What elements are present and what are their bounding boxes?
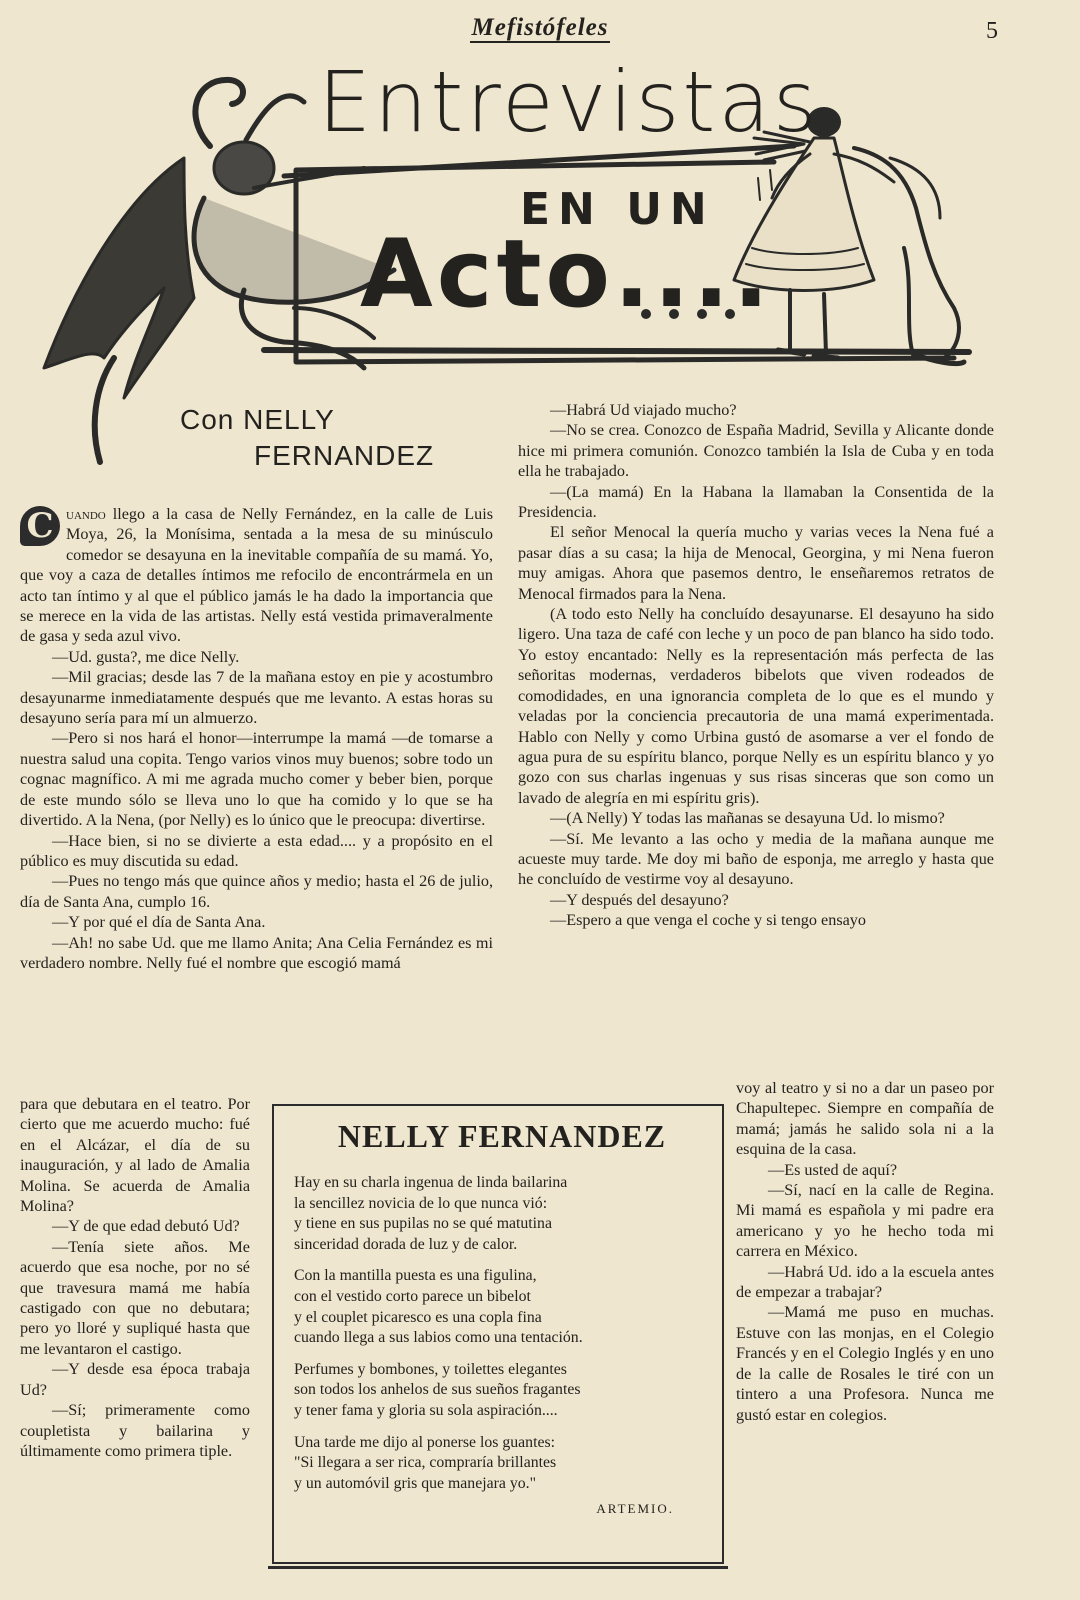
article-paragraph: —Sí, nací en la calle de Regina. Mi mamá es española y mi padre era americano y yo he hecho toda mi carrera en México. bbox=[736, 1181, 994, 1261]
poem-line: "Si llegara a ser rica, compraría brillantes bbox=[294, 1454, 557, 1472]
poem-line: y tiene en sus pupilas no se qué matutina bbox=[294, 1215, 552, 1233]
poem-author: ARTEMIO. bbox=[596, 1501, 674, 1517]
poem-line: y un automóvil gris que manejara yo." bbox=[294, 1474, 537, 1492]
byline-first-name: NELLY bbox=[243, 404, 335, 435]
poem-line: Hay en su charla ingenua de linda bailarina bbox=[294, 1174, 568, 1191]
title-entrevistas: Entrevistas bbox=[318, 53, 820, 151]
article-paragraph: —Ud. gusta?, me dice Nelly. bbox=[52, 647, 240, 666]
poem-line: y tener fama y gloria su sola aspiración.... bbox=[294, 1401, 558, 1419]
article-column-right bbox=[518, 400, 994, 931]
article-column-right-bottom bbox=[736, 1078, 994, 1425]
poem-stanza bbox=[294, 1433, 710, 1495]
article-paragraph: —Pues no tengo más que quince años y medio; hasta el 26 de julio, día de Santa Ana, cumplo 16. bbox=[20, 872, 493, 911]
poem-line: Perfumes y bombones, y toilettes elegantes bbox=[294, 1360, 567, 1378]
article-paragraph: para que debutara en el teatro. Por cierto que me acuerdo mucho: fué en el Alcázar, el día de su inauguración, y al lado de Amalia Molina. Se acuerda de Amalia Molina? bbox=[20, 1095, 250, 1216]
article-paragraph: —Habrá Ud. ido a la escuela antes de empezar a trabajar? bbox=[736, 1262, 994, 1302]
article-paragraph: —Y por qué el día de Santa Ana. bbox=[52, 913, 266, 932]
poem-stanza bbox=[294, 1266, 710, 1348]
poem-stanza bbox=[294, 1173, 710, 1255]
article-paragraph: —Tenía siete años. Me acuerdo que esa noche, por no sé que travesura mamá me había castigado con que no debutara; pero yo lloré y supliqué hasta que me levantaron el castigo. bbox=[20, 1237, 250, 1358]
article-paragraph: —Pero si nos hará el honor—interrumpe la mamá —de tomarse a nuestra salud una copita. Tengo varios vinos muy buenos; sobre todo un cognac magnífico. A mi me agrada mucho comer y beber bien, porque de este mundo sólo se lleva uno lo que ha comido y lo que se ha divertido. A la Nena, (por Nelly) es lo único que le preocupa: divertirse. bbox=[20, 729, 493, 830]
article-paragraph: El señor Menocal la quería mucho y varias veces la Nena fué a pasar días a su casa; la hija de Menocal, Georgina, y mi Nena fueron muy amigas. Ahora que pasemos dentro, le enseñaremos retratos de Menocal firmados para la Nena. bbox=[518, 523, 994, 603]
article-paragraph: voy al teatro y si no a dar un paseo por Chapultepec. Siempre en compañía de mamá; jamás he salido sola ni a la esquina de la casa. bbox=[736, 1079, 994, 1159]
devil-wing bbox=[44, 158, 194, 398]
article-paragraph: —Es usted de aquí? bbox=[768, 1160, 898, 1179]
article-paragraph: —(A Nelly) Y todas las mañanas se desayuna Ud. lo mismo? bbox=[550, 809, 945, 828]
article-paragraph: —No se crea. Conozco de España Madrid, Sevilla y Alicante donde hice mi primera comunión. Conozco también la Isla de Cuba y en toda ella he trabajado. bbox=[518, 421, 994, 481]
page-number: 5 bbox=[986, 18, 998, 44]
poem-box bbox=[272, 1104, 724, 1564]
man-figure bbox=[854, 148, 959, 358]
poem-line: cuando llega a sus labios como una tentación. bbox=[294, 1329, 583, 1347]
poem-line: son todos los anhelos de sus sueños fragantes bbox=[294, 1381, 581, 1399]
title-en-un: EN UN bbox=[520, 184, 715, 235]
article-paragraph: —(La mamá) En la Habana la llamaban la Consentida de la Presidencia. bbox=[518, 482, 994, 522]
poem-line: con el vestido corto parece un bibelot bbox=[294, 1287, 531, 1305]
masthead: Mefistófeles bbox=[471, 14, 609, 41]
lead-smallcaps: uando bbox=[66, 505, 106, 523]
title-acto: Acto.... bbox=[360, 220, 773, 329]
poem-line: la sencillez novicia de lo que nunca vió: bbox=[294, 1194, 548, 1212]
drop-cap: C bbox=[20, 506, 60, 546]
poem-title: NELLY FERNANDEZ bbox=[337, 1118, 667, 1154]
article-paragraph: —Y desde esa época trabaja Ud? bbox=[20, 1360, 250, 1399]
devil-horn-left bbox=[195, 80, 243, 146]
article-paragraph: —Ah! no sabe Ud. que me llamo Anita; Ana Celia Fernández es mi verdadero nombre. Nelly fué el nombre que escogió mamá bbox=[20, 933, 493, 972]
article-paragraph: —Y de que edad debutó Ud? bbox=[52, 1217, 240, 1236]
article-paragraph: —Mamá me puso en muchas. Estuve con las monjas, en el Colegio Francés y en el Colegio Inglés y en uno de la calle de Rosales le tiré con un tintero a una Profesora. Nunca me gustó estar en colegios. bbox=[736, 1303, 994, 1424]
article-paragraph: C uando llego a la casa de Nelly Fernández, en la calle de Luis Moya, 26, la Monísima, sentada a la mesa de su minúsculo comedor se desayuna en la inevitable compañía de su mamá. Yo, que voy a caza de detalles íntimos me refocilo de encontrármela en un acto tan íntimo y al que el público jamás le ha dado la importancia que se merece en la vida de las artistas. Nelly está vestida primaveralmente de gasa y seda azul vivo. bbox=[20, 505, 493, 646]
article-paragraph: —Hace bien, si no se divierte a esta edad.... y a propósito en el público es muy discutida su edad. bbox=[20, 831, 493, 870]
byline bbox=[180, 402, 480, 474]
article-paragraph: —Mil gracias; desde las 7 de la mañana estoy en pie y acostumbro desayunarme inmediatamente después que me levanto. A estas horas su desayuno sería para mí un almuerzo. bbox=[20, 668, 493, 728]
poem-line: y el couplet picaresco es una copla fina bbox=[294, 1308, 542, 1326]
article-column-left-bottom bbox=[20, 1094, 250, 1461]
article-column-left-top bbox=[20, 504, 493, 973]
article-paragraph: —Espero a que venga el coche y si tengo ensayo bbox=[550, 911, 866, 930]
byline-last-name: FERNANDEZ bbox=[254, 439, 435, 471]
byline-prefix: Con bbox=[180, 404, 235, 435]
poem-line: sinceridad dorada de luz y de calor. bbox=[294, 1235, 518, 1253]
article-paragraph: (A todo esto Nelly ha concluído desayunarse. El desayuno ha sido ligero. Una taza de café con leche y un poco de pan blanco ha sido todo. Yo estoy encantado: Nelly es la representación más perfecta de las señoritas modernas, verdaderos bibelots que viven rodeados de comodidades, en una ignorancia completa de lo que es el mundo y veladas por la conciencia precautoria de una mamá experimentada. Hablo con Nelly y como Urbina gustó de asomarse a ver el fondo de agua pura de su espíritu blanco, porque Nelly es un espíritu blanco y yo gozo con sus charlas ingenuas y sus risas sinceras que son como un lavado de alegría en mi espíritu gris). bbox=[518, 605, 994, 807]
devil-tail bbox=[95, 358, 114, 462]
poem-line: Una tarde me dijo al ponerse los guantes: bbox=[294, 1433, 556, 1451]
poem-stanza bbox=[294, 1360, 710, 1422]
article-paragraph: —Sí; primeramente como coupletista y bailarina y últimamente como primera tiple. bbox=[20, 1401, 250, 1460]
article-paragraph: —Sí. Me levanto a las ocho y media de la mañana aunque me acueste muy tarde. Me doy mi baño de esponja, me arreglo y hasta que he concluído de vestirme voy al desayuno. bbox=[518, 829, 994, 889]
poem-line: Con la mantilla puesta es una figulina, bbox=[294, 1267, 537, 1285]
article-paragraph: —Y después del desayuno? bbox=[550, 890, 729, 909]
devil-horn-right bbox=[246, 96, 304, 140]
article-paragraph: —Habrá Ud viajado mucho? bbox=[550, 401, 737, 419]
